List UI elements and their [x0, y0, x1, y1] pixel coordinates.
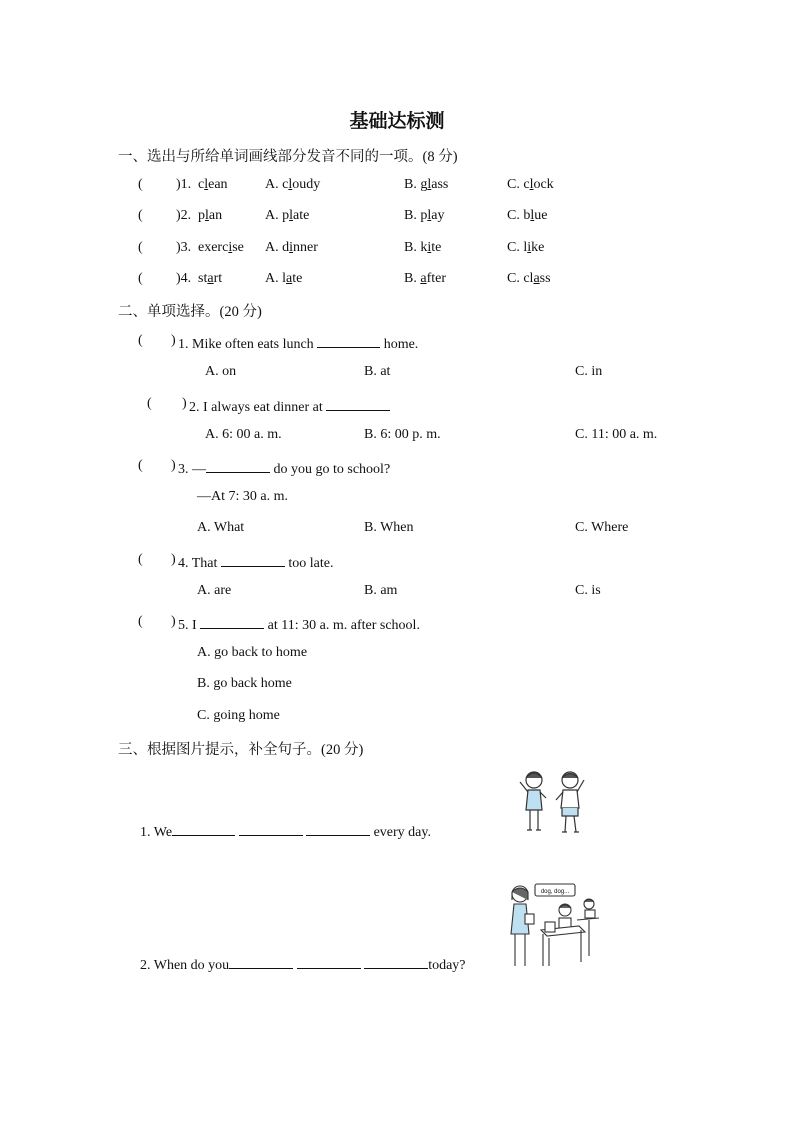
word-post: ean [208, 177, 228, 192]
q4-paren-close: ) [171, 552, 176, 567]
q2-paren-open: ( [147, 396, 152, 411]
c-pre: C. l [507, 240, 528, 255]
q3-option-c[interactable]: C. Where [575, 520, 629, 535]
word-post: se [232, 240, 244, 255]
q3-option-a[interactable]: A. What [197, 520, 245, 535]
c-underlined: l [529, 177, 534, 192]
b-pre: B. g [404, 177, 428, 192]
s1-q2-option-c[interactable] [507, 208, 547, 224]
s1-q1-number [176, 177, 191, 193]
s1-q2-option-b[interactable] [404, 208, 444, 224]
paren-close: ) [176, 177, 181, 192]
c-underlined: a [533, 271, 540, 286]
a-post: ate [293, 208, 310, 223]
section1-heading-text: 一、选出与所给单词画线部分发音不同的一项。 [118, 149, 423, 165]
a-post: te [292, 271, 303, 286]
q4-stem-b: too late. [284, 556, 334, 571]
s1-q4-option-c[interactable] [507, 271, 551, 287]
word-underlined: i [228, 240, 233, 255]
q5-paren-close: ) [171, 614, 176, 629]
q3-stem [178, 458, 390, 478]
c-underlined: i [527, 240, 532, 255]
word-underlined: a [207, 271, 214, 286]
b-underlined: l [427, 177, 432, 192]
s1-q1-option-c[interactable] [507, 177, 554, 193]
a-underlined: l [289, 208, 294, 223]
s1-blank-1[interactable] [172, 821, 235, 836]
q2-option-a[interactable]: A. 6: 00 a. m. [205, 427, 282, 442]
word-pre: exerc [198, 240, 229, 255]
q1-option-c[interactable]: C. in [575, 364, 603, 379]
b-post: te [431, 240, 442, 255]
b-pre: B. p [404, 208, 428, 223]
word-pre: p [198, 208, 205, 223]
q1-stem [178, 333, 418, 353]
a-underlined: l [288, 177, 293, 192]
s1-q2-number [176, 208, 191, 224]
s1-q2-paren-open [138, 208, 143, 224]
q2-blank[interactable] [326, 396, 390, 411]
c-post: ss [539, 271, 551, 286]
q5-blank[interactable] [200, 614, 264, 629]
question-number: 3. [180, 240, 192, 255]
paren-open: ( [138, 208, 143, 223]
s1-q3-number [176, 240, 191, 256]
question-number: 4. [180, 271, 192, 286]
c-pre: C. c [507, 177, 530, 192]
q3-paren-close: ) [171, 458, 176, 473]
page-title: 基础达标测 [349, 110, 445, 132]
c-post: ke [531, 240, 545, 255]
s1-q4-number [176, 271, 191, 287]
s1-q3-word [198, 240, 244, 256]
c-post: ock [533, 177, 554, 192]
q1-blank[interactable] [317, 333, 380, 348]
b-underlined: l [427, 208, 432, 223]
s1-q3-option-c[interactable] [507, 240, 544, 256]
section3-heading-text: 三、根据图片提示，补全句子。 [118, 742, 321, 758]
q4-option-b[interactable]: B. am [364, 583, 398, 598]
q4-paren-open: ( [138, 552, 143, 567]
s1-post: every day. [370, 825, 431, 840]
section1-score: (8 分) [422, 149, 458, 165]
paren-close: ) [176, 271, 181, 286]
s1-q3-paren-open [138, 240, 143, 256]
q5-stem-a: 5. I [178, 618, 201, 633]
q2-stem-a: 2. I always eat dinner at [189, 400, 327, 415]
s1-q4-option-a[interactable] [265, 271, 302, 287]
a-post: oudy [292, 177, 321, 192]
s2-pre: 2. When do you [140, 958, 230, 973]
kids-exercising-illustration [512, 768, 598, 838]
section3-sentence1 [140, 821, 431, 841]
a-underlined: i [289, 240, 294, 255]
q5-option-c[interactable]: C. going home [197, 708, 280, 723]
b-post: fter [426, 271, 446, 286]
q3-stem-a: 3. — [178, 462, 206, 477]
q3-blank[interactable] [206, 458, 270, 473]
paren-close: ) [176, 240, 181, 255]
a-pre: A. c [265, 177, 289, 192]
s1-q4-option-b[interactable] [404, 271, 446, 287]
section2-score: (20 分) [219, 304, 262, 320]
section3-heading [118, 738, 363, 759]
c-pre: C. b [507, 208, 531, 223]
q2-stem [189, 396, 390, 416]
q1-option-b[interactable]: B. at [364, 364, 391, 379]
word-post: rt [213, 271, 223, 286]
s1-q3-option-a[interactable] [265, 240, 318, 256]
b-post: ay [431, 208, 445, 223]
s1-q1-option-b[interactable] [404, 177, 448, 193]
s2-blank-2[interactable] [297, 954, 361, 969]
q5-paren-open: ( [138, 614, 143, 629]
q3-paren-open: ( [138, 458, 143, 473]
section3-score: (20 分) [321, 742, 364, 758]
a-pre: A. d [265, 240, 290, 255]
q2-paren-close: ) [182, 396, 187, 411]
q5-option-b[interactable]: B. go back home [197, 676, 292, 691]
a-pre: A. l [265, 271, 286, 286]
section3-sentence2 [140, 954, 466, 974]
c-pre: C. cl [507, 271, 534, 286]
s1-q4-word [198, 271, 222, 287]
s1-pre: 1. We [140, 825, 173, 840]
section2-heading-text: 二、单项选择。 [118, 304, 220, 320]
b-pre: B. k [404, 240, 428, 255]
c-underlined: l [530, 208, 535, 223]
s2-post: today? [428, 958, 466, 973]
c-post: ue [534, 208, 548, 223]
b-underlined: a [420, 271, 427, 286]
paren-close: ) [176, 208, 181, 223]
q4-option-c[interactable]: C. is [575, 583, 601, 598]
question-number: 1. [180, 177, 192, 192]
word-underlined: l [204, 177, 209, 192]
s1-blank-2[interactable] [239, 821, 303, 836]
s2-blank-1[interactable] [229, 954, 293, 969]
a-post: nner [293, 240, 318, 255]
section2-heading [118, 300, 262, 321]
s1-q2-option-a[interactable] [265, 208, 309, 224]
a-underlined: a [286, 271, 293, 286]
q5-stem-b: at 11: 30 a. m. after school. [264, 618, 420, 633]
s1-q3-option-b[interactable] [404, 240, 441, 256]
word-pre: c [198, 177, 205, 192]
s1-q1-option-a[interactable] [265, 177, 320, 193]
a-pre: A. p [265, 208, 290, 223]
q4-stem [178, 552, 334, 572]
q4-blank[interactable] [221, 552, 285, 567]
speech-bubble-text: dog, dog... [540, 889, 570, 895]
b-post: ass [431, 177, 449, 192]
q3-line2: —At 7: 30 a. m. [197, 489, 288, 504]
q1-stem-a: 1. Mike often eats lunch [178, 337, 318, 352]
word-pre: st [198, 271, 208, 286]
q3-option-b[interactable]: B. When [364, 520, 414, 535]
q2-option-c[interactable]: C. 11: 00 a. m. [575, 427, 658, 442]
paren-open: ( [138, 177, 143, 192]
classroom-reading-illustration [505, 882, 599, 968]
q2-option-b[interactable]: B. 6: 00 p. m. [364, 427, 441, 442]
paren-open: ( [138, 271, 143, 286]
word-underlined: l [205, 208, 209, 223]
question-number: 2. [180, 208, 192, 223]
s2-blank-3[interactable] [364, 954, 428, 969]
section1-heading [118, 145, 458, 166]
s1-blank-3[interactable] [306, 821, 370, 836]
q1-paren-close: ) [171, 333, 176, 348]
q5-option-a[interactable]: A. go back to home [197, 645, 308, 660]
q1-option-a[interactable]: A. on [205, 364, 237, 379]
word-post: an [208, 208, 223, 223]
q4-option-a[interactable]: A. are [197, 583, 232, 598]
b-underlined: i [427, 240, 432, 255]
q4-stem-a: 4. That [178, 556, 221, 571]
s1-q1-paren-open [138, 177, 143, 193]
q5-stem [178, 614, 420, 634]
s1-q2-word [198, 208, 222, 224]
s1-q4-paren-open [138, 271, 143, 287]
b-pre: B. [404, 271, 421, 286]
q3-stem-b: do you go to school? [270, 462, 391, 477]
s1-q1-word [198, 177, 228, 193]
paren-open: ( [138, 240, 143, 255]
q1-stem-b: home. [380, 337, 419, 352]
q1-paren-open: ( [138, 333, 143, 348]
